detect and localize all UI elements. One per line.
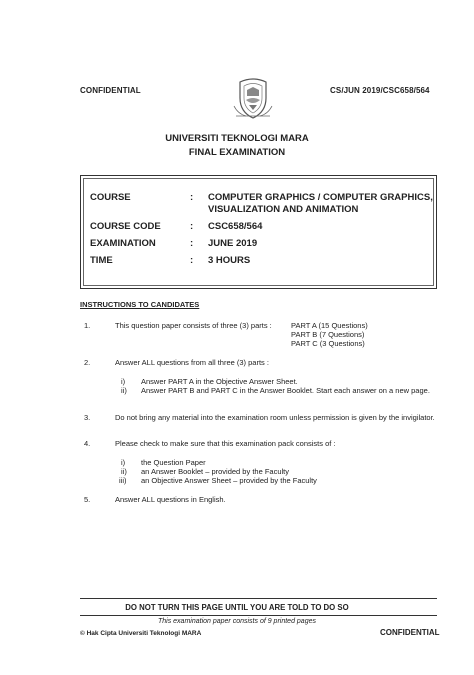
footer-divider-top [80,598,437,599]
copyright-notice: © Hak Cipta Universiti Teknologi MARA [80,630,202,637]
sub-item-text: Answer PART A in the Objective Answer Sheet. [141,377,298,386]
item-text: Answer ALL questions in English. [115,495,226,504]
parts-list [291,321,368,348]
sub-item-text: an Answer Booklet – provided by the Faculty [141,467,290,476]
item-number: 3. [84,413,91,422]
instructions-title: INSTRUCTIONS TO CANDIDATES [80,300,200,309]
university-crest-icon [232,76,274,120]
item-text: Answer ALL questions from all three (3) parts : [115,358,269,367]
sub-item-text: the Question Paper [141,458,206,467]
item-number: 4. [84,439,91,448]
printed-pages-note: This examination paper consists of 9 printed pages [158,618,316,625]
header-confidential: CONFIDENTIAL [80,86,141,95]
course-code-value: CSC658/564 [208,221,263,232]
exam-title: FINAL EXAMINATION [188,147,286,158]
examination-label: EXAMINATION [90,238,156,249]
sub-item-number: ii) [121,386,127,395]
course-code-label: COURSE CODE [90,221,161,232]
footer-divider-bottom [80,615,437,616]
course-info-box [80,175,437,289]
part-b: PART B (7 Questions) [291,330,365,339]
sub-item-text: Answer PART B and PART C in the Answer Booklet. Start each answer on a new page. [141,386,430,395]
header-paper-code: CS/JUN 2019/CSC658/564 [330,86,430,95]
sub-item-number: i) [121,377,126,386]
item-text: This question paper consists of three (3) parts : [115,321,272,330]
time-label: TIME [90,255,113,266]
time-value: 3 HOURS [208,255,251,266]
course-label: COURSE [90,192,131,203]
colon: : [190,192,194,203]
sub-item-number: iii) [119,476,127,485]
course-value: COMPUTER GRAPHICS / COMPUTER GRAPHICS, VISUALIZATION AND ANIMATION [208,192,433,215]
colon: : [190,255,194,266]
item-number: 5. [84,495,91,504]
sub-item-number: ii) [121,467,127,476]
examination-value: JUNE 2019 [208,238,258,249]
sub-item-number: i) [121,458,126,467]
item-text: Please check to make sure that this examination pack consists of : [115,439,336,448]
sub-item-text: an Objective Answer Sheet – provided by the Faculty [141,476,317,485]
item-text: Do not bring any material into the examination room unless permission is given by the invigilator. [115,413,435,422]
item-number: 2. [84,358,91,367]
colon: : [190,238,194,249]
item-number: 1. [84,321,91,330]
do-not-turn-notice: DO NOT TURN THIS PAGE UNTIL YOU ARE TOLD TO DO SO [125,603,349,612]
footer-confidential: CONFIDENTIAL [380,628,440,637]
part-c: PART C (3 Questions) [291,339,365,348]
part-a: PART A (15 Questions) [291,321,368,330]
colon: : [190,221,194,232]
university-name: UNIVERSITI TEKNOLOGI MARA [165,133,309,144]
